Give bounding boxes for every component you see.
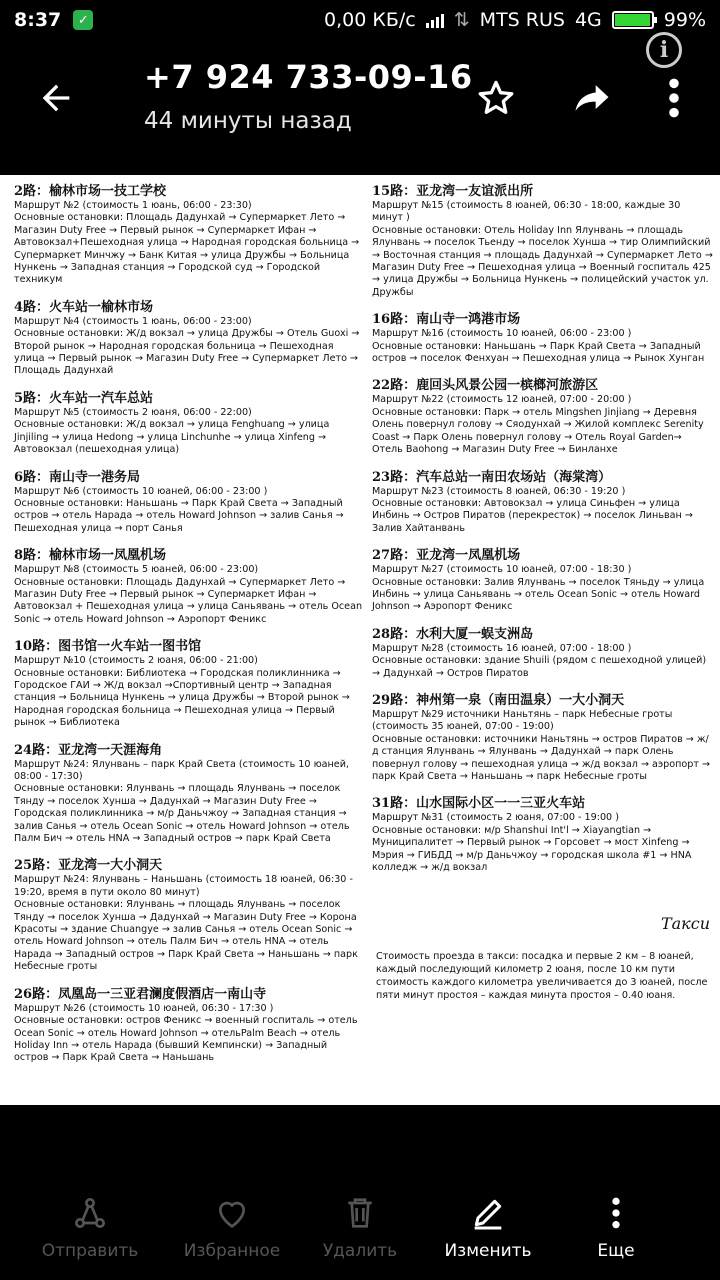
more-label: Еще bbox=[597, 1241, 635, 1261]
route-heading: 15路：亚龙湾一友谊派出所 bbox=[372, 184, 534, 199]
edit-label: Изменить bbox=[444, 1241, 532, 1261]
route-schedule: Маршрут №26 (стоимость 10 юаней, 06:30 - 17:30 ) bbox=[14, 1002, 274, 1014]
send-button[interactable] bbox=[20, 1193, 160, 1261]
share-nodes-icon bbox=[70, 1193, 110, 1233]
back-arrow-icon[interactable] bbox=[36, 78, 76, 118]
route-schedule: Маршрут №24: Ялунвань – парк Край Света (стоимость 10 юаней, 08:00 - 17:30) bbox=[14, 758, 349, 782]
route-block bbox=[14, 547, 364, 626]
route-schedule: Маршрут №6 (стоимость 10 юаней, 06:00 - 23:00 ) bbox=[14, 485, 268, 497]
battery-icon bbox=[612, 11, 654, 29]
route-heading: 28路：水利大厦一蜈支洲岛 bbox=[372, 626, 534, 642]
delete-label: Удалить bbox=[322, 1241, 398, 1261]
route-stops: Основные остановки: Ж/д вокзал → улица Дружбы → Отель Guoxi → Второй рынок → Народная городская больница → Пешеходная улица → Первый рынок → Магазин Duty Free → Супермаркет Лето → Площадь Дадунхай bbox=[14, 328, 360, 377]
route-schedule: Маршрут №28 (стоимость 16 юаней, 07:00 - 18:00 ) bbox=[372, 642, 632, 654]
star-icon[interactable] bbox=[474, 76, 518, 120]
status-bar bbox=[0, 0, 720, 40]
share-arrow-icon[interactable] bbox=[568, 76, 616, 120]
route-heading: 16路：南山寺一鸿港市场 bbox=[372, 312, 521, 328]
route-block bbox=[14, 857, 364, 973]
route-block bbox=[372, 311, 714, 365]
more-vertical-icon bbox=[596, 1193, 636, 1233]
route-stops: Основные остановки: остров Феникс → военный госпиталь → отель Ocean Sonic → отель Howard Johnson → отельPalm Beach → отель Holiday Inn → отель Нарада (бывший Кемпински) → Западный остров → Парк Край Света → Наньшань bbox=[14, 1015, 358, 1064]
signal-icon bbox=[426, 12, 444, 28]
info-icon[interactable]: i bbox=[646, 32, 682, 68]
data-transfer-icon: ⇅ bbox=[453, 9, 470, 31]
heart-icon bbox=[212, 1193, 252, 1233]
route-block bbox=[14, 986, 364, 1065]
favorite-label: Избранное bbox=[183, 1241, 281, 1261]
route-heading: 31路：山水国际小区一一三亚火车站 bbox=[372, 796, 586, 812]
route-heading: 25路：亚龙湾一大小洞天 bbox=[14, 858, 163, 874]
route-heading: 22路：鹿回头风景公园一槟榔河旅游区 bbox=[372, 378, 599, 394]
document-image[interactable] bbox=[0, 175, 720, 1105]
route-schedule: Маршрут №8 (стоимость 5 юаней, 06:00 - 23:00) bbox=[14, 564, 259, 576]
route-heading: 10路：图书馆一火车站一图书馆 bbox=[14, 639, 202, 655]
network-speed: 0,00 КБ/с bbox=[324, 9, 416, 31]
route-stops: Основные остановки: Залив Ялунвань → поселок Тяньду → улица Инбинь → улица Саньявань → отель Ocean Sonic → отель Howard Johnson → Аэропорт Феникс bbox=[372, 576, 705, 613]
carrier-name: MTS RUS bbox=[479, 9, 565, 31]
route-stops: Основные остановки: Площадь Дадунхай → Супермаркет Лето → Магазин Duty Free → Первый рынок → Супермаркет Ифан → Автовокзал+Пешеходная улица → Народная городская больница → Супермаркет Минчжу → Банк Китая → улица Дружбы → Больница Нункень → Западная станция → Городской суд → Городской техникум bbox=[14, 212, 360, 286]
bottom-action-bar bbox=[0, 1105, 720, 1280]
route-heading: 23路：汽车总站一南田农场站（海棠湾） bbox=[372, 469, 612, 485]
route-schedule: Маршрут №31 (стоимость 2 юаня, 07:00 - 19:00 ) bbox=[372, 812, 619, 824]
route-schedule: Маршрут №23 (стоимость 8 юаней, 06:30 - 19:20 ) bbox=[372, 485, 626, 497]
route-block bbox=[372, 469, 714, 536]
route-schedule: Маршрут №2 (стоимость 1 юань, 06:00 - 23:30) bbox=[14, 200, 252, 211]
route-block bbox=[372, 795, 714, 874]
route-stops: Основные остановки: Автовокзал → улица Синьфен → улица Инбинь → Остров Пиратов (перекресток) → поселок Линьван → Залив Хайтанвань bbox=[372, 497, 693, 534]
route-heading: 8路：榆林市场一凤凰机场 bbox=[14, 548, 167, 564]
status-time: 8:37 bbox=[14, 9, 62, 31]
taxi-heading: Такси bbox=[660, 914, 710, 934]
app-bar bbox=[0, 40, 720, 175]
route-heading: 26路：凤凰岛一三亚君澜度假酒店一南山寺 bbox=[14, 986, 267, 1002]
route-block bbox=[372, 183, 714, 299]
route-block bbox=[14, 469, 364, 536]
send-label: Отправить bbox=[41, 1241, 139, 1261]
route-block bbox=[14, 390, 364, 457]
route-stops: Основные остановки: Отель Holiday Inn Ялунвань → площадь Ялунвань → поселок Тьенду → поселок Хунша → тир Олимпийский → Восточная станция → площадь Дадунхай → Супермаркет Лето → Магазин Duty Free → Пешеходная улица → Военный госпиталь 425 → улица Дружбы → Больница Нункень → полицейский участок ул. Дружбы bbox=[372, 224, 713, 298]
route-block bbox=[14, 183, 364, 287]
route-heading: 4路：火车站一榆林市场 bbox=[14, 299, 154, 315]
route-stops: Основные остановки: Наньшань → Парк Край Света → Западный остров → поселок Фенхуан → Пешеходная улица → Рынок Хунган bbox=[372, 340, 705, 365]
route-stops: Основные остановки: Ялунвань → площадь Ялунвань → поселок Тянду → поселок Хунша → Дадунхай → Магазин Duty Free → Городская поликлинника → м/р Даньчжоу → Западная станция → залив Санья → отель Ocean Sonic → отель Howard Johnson → отель Палм Бич → отель HNA → Западный остров → парк Край Света bbox=[14, 783, 350, 845]
pencil-icon bbox=[468, 1193, 508, 1233]
trash-icon bbox=[340, 1193, 380, 1233]
route-stops: Основные остановки: Библиотека → Городская поликлинника → Городское ГАИ → Ж/д вокзал →Спортивный центр → Западная станция → Больница Нункень → улица Дружбы → Второй рынок → Народная городская больница → Пешеходная улица → Первый рынок → Библиотека bbox=[14, 667, 350, 729]
route-heading: 2路：榆林市场一技工学校 bbox=[14, 184, 167, 199]
route-stops: Основные остановки: Ж/д вокзал → улица Fenghuang → улица Jinjiling → улица Hedong → улица Linchunhe → улица Xinfeng → Автовокзал (пешеходная улица) bbox=[14, 419, 330, 456]
route-block bbox=[372, 377, 714, 456]
route-block bbox=[372, 692, 714, 783]
route-schedule: Маршрут №22 (стоимость 12 юаней, 07:00 - 20:00 ) bbox=[372, 394, 632, 406]
network-type: 4G bbox=[574, 9, 602, 31]
edit-button[interactable] bbox=[418, 1193, 558, 1261]
route-schedule: Маршрут №15 (стоимость 8 юаней, 06:30 - 18:00, каждые 30 минут ) bbox=[372, 200, 681, 224]
route-stops: Основные остановки: здание Shuili (рядом с пешеходной улицей) → Дадунхай → Остров Пиратов bbox=[372, 655, 707, 679]
route-schedule: Маршрут №24: Ялунвань – Наньшань (стоимость 18 юаней, 06:30 - 19:20, время в пути около 80 минут) bbox=[14, 874, 353, 898]
route-block bbox=[14, 638, 364, 729]
battery-percent: 99% bbox=[663, 9, 706, 31]
right-column bbox=[372, 183, 714, 1003]
route-schedule: Маршрут №10 (стоимость 2 юаня, 06:00 - 21:00) bbox=[14, 655, 258, 667]
delete-button[interactable] bbox=[290, 1193, 430, 1261]
route-schedule: Маршрут №29 источники Наньтянь – парк Небесные гроты (стоимость 35 юаней, 07:00 - 19:00) bbox=[372, 708, 673, 733]
route-stops: Основные остановки: м/р Shanshui Int'l → Xiayangtian → Муниципалитет → Первый рынок → Горсовет → мост Xinfeng → Мэрия → ГИБДД → м/р Даньчжоу → городская школа #1 → HNA колледж → ж/д вокзал bbox=[372, 824, 692, 874]
route-block bbox=[372, 547, 714, 614]
route-stops: Основные остановки: Ялунвань → площадь Ялунвань → поселок Тянду → поселок Хунша → Дадунхай → Магазин Duty Free → Корона Красоты → здание Chuangye → залив Санья → отель Ocean Sonic → отель Howard Johnson → отель Палм Бич → отель HNA → отель Нарада → Западный остров → Парк Край Света → Наньшань → парк Небесные гроты bbox=[14, 899, 358, 973]
favorite-button[interactable] bbox=[162, 1193, 302, 1261]
route-schedule: Маршрут №16 (стоимость 10 юаней, 06:00 - 23:00 ) bbox=[372, 328, 632, 340]
left-column bbox=[14, 183, 364, 1077]
route-heading: 24路：亚龙湾一天涯海角 bbox=[14, 742, 163, 758]
shield-icon: ✓ bbox=[73, 10, 93, 30]
route-heading: 27路：亚龙湾一凤凰机场 bbox=[372, 548, 521, 564]
route-block bbox=[372, 626, 714, 680]
more-button[interactable] bbox=[546, 1193, 686, 1261]
route-heading: 5路：火车站一汽车总站 bbox=[14, 390, 154, 406]
route-block bbox=[14, 742, 364, 846]
route-heading: 6路：南山寺一港务局 bbox=[14, 469, 141, 485]
route-stops: Основные остановки: Площадь Дадунхай → Супермаркет Лето → Магазин Duty Free → Первый рынок → Супермаркет Ифан → Автовокзал + Пешеходная улица → улица Саньявань → отель Ocean Sonic → отель Howard Johnson → Аэропорт Феникс bbox=[14, 576, 363, 625]
taxi-text: Стоимость проезда в такси: посадка и первые 2 км – 8 юаней, каждый последующий километр 2 юаня, после 10 км пути стоимость каждого километра увеличивается до 3 юаней, после пяти минут простоя – каждая минута простоя – 0.40 юаня. bbox=[376, 951, 708, 1001]
timestamp: 44 минуты назад bbox=[144, 108, 352, 134]
route-schedule: Маршрут №27 (стоимость 10 юаней, 07:00 - 18:30 ) bbox=[372, 564, 632, 576]
more-vertical-icon[interactable] bbox=[662, 76, 686, 120]
route-stops: Основные остановки: Наньшань → Парк Край Света → Западный остров → отель Нарада → отель Howard Johnson → залив Санья → Пешеходная улица → порт Санья bbox=[14, 497, 344, 534]
route-block bbox=[14, 299, 364, 378]
route-schedule: Маршрут №5 (стоимость 2 юаня, 06:00 - 22:00) bbox=[14, 406, 252, 418]
route-heading: 29路：神州第一泉（南田温泉）一大小洞天 bbox=[372, 692, 625, 708]
contact-title: +7 924 733-09-16 bbox=[144, 58, 473, 96]
route-stops: Основные остановки: источники Наньтянь → остров Пиратов → ж/д станция Ялунвань → Ялунвань → Дадунхай → парк Олень повернул голову → пешеходная улица → ж/д вокзал → аэропорт → парк Край Света → Наньшань → парк Небесные гроты bbox=[372, 733, 711, 782]
route-stops: Основные остановки: Парк → отель Mingshen Jinjiang → Деревня Олень повернул голову → Сяодунхай → Жилой комплекс Serenity Coast → Парк Олень повернул голову → Отель Royal Garden→ Отель Baohong → Магазин Duty Free → Бинланхе bbox=[372, 406, 704, 456]
route-schedule: Маршрут №4 (стоимость 1 юань, 06:00 - 23:00) bbox=[14, 315, 252, 327]
